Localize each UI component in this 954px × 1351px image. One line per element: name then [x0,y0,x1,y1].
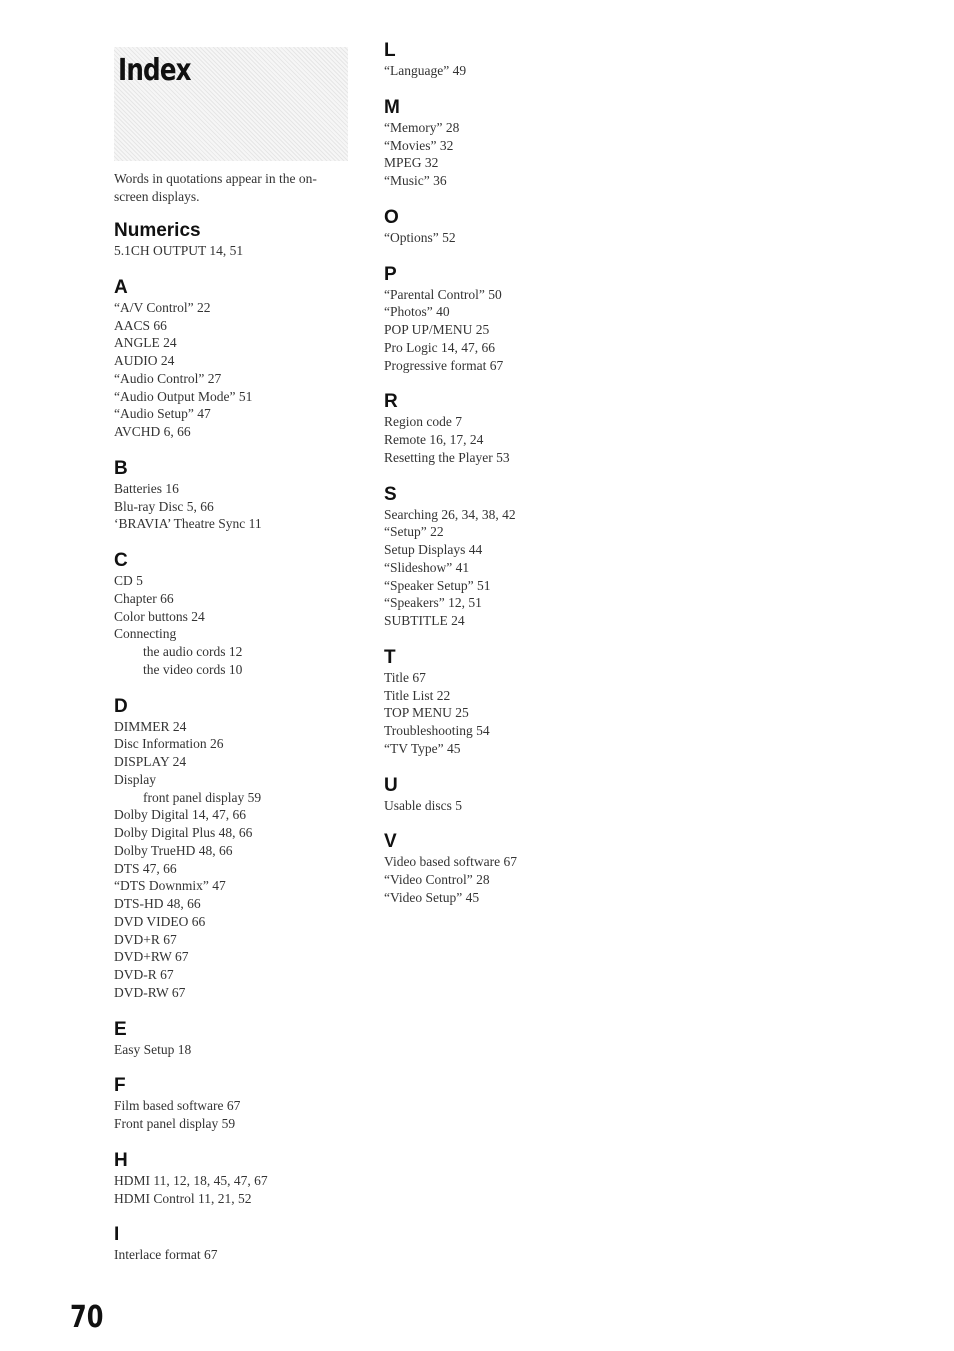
index-entry: Dolby Digital 14, 47, 66 [114,807,246,823]
index-entry: ‘BRAVIA’ Theatre Sync 11 [114,516,262,532]
index-entry: Color buttons 24 [114,608,205,624]
index-entry: “A/V Control” 22 [114,299,211,315]
index-entry: Troubleshooting 54 [384,723,490,738]
index-entry: “Video Control” 28 [384,872,490,887]
index-entry: TOP MENU 25 [384,705,469,721]
index-section-m [384,97,634,190]
entry-list [114,242,364,260]
index-entry: Resetting the Player 53 [384,449,510,465]
index-entry: “Photos” 40 [384,304,450,320]
index-entry: “DTS Downmix” 47 [114,878,226,894]
index-entry: DIMMER 24 [114,718,187,734]
index-entry: Display [114,771,156,787]
section-heading: B [114,457,128,479]
index-entry: DTS-HD 48, 66 [114,896,201,911]
section-heading: Numerics [114,220,201,241]
section-heading: S [384,483,397,505]
index-entry: Front panel display 59 [114,1116,236,1131]
index-section-t [384,647,634,758]
index-entry: AACS 66 [114,317,167,333]
section-heading: L [384,40,396,61]
index-entry: “Speakers” 12, 51 [384,595,482,611]
entry-list [114,1097,364,1133]
section-heading: I [114,1224,120,1246]
index-entry: Setup Displays 44 [384,542,483,557]
entry-list [384,286,634,375]
entry-list [384,506,634,630]
index-entry: Remote 16, 17, 24 [384,432,484,447]
index-entry: Chapter 66 [114,590,174,606]
index-subentry: the video cords 10 [143,661,243,677]
index-section-c [114,550,364,679]
index-section-f [114,1075,364,1133]
index-entry: Batteries 16 [114,480,179,496]
section-heading: M [384,96,400,118]
entry-list [114,1041,364,1059]
index-entry: “Slideshow” 41 [384,559,470,575]
section-heading: H [114,1149,128,1171]
index-entry: Video based software 67 [384,854,518,870]
section-heading: U [384,774,398,796]
index-entry: Dolby Digital Plus 48, 66 [114,825,253,840]
index-section-d [114,696,364,1002]
index-entry: DTS 47, 66 [114,860,177,876]
index-section-a [114,277,364,441]
page-number: 70 [70,1300,104,1335]
index-entry: DVD VIDEO 66 [114,913,206,929]
index-entry: DVD-RW 67 [114,984,186,1000]
index-entry: Pro Logic 14, 47, 66 [384,339,495,355]
index-entry: “Language” 49 [384,63,467,78]
section-heading: O [384,206,399,228]
index-entry: “Audio Output Mode” 51 [114,388,253,404]
entry-list [114,299,364,441]
index-entry: “Video Setup” 45 [384,889,480,905]
index-entry: Usable discs 5 [384,797,462,813]
index-section-v [384,831,634,906]
entry-list [114,718,364,1002]
index-section-p [384,264,634,375]
page-title: Index [118,53,191,88]
section-heading: R [384,391,398,413]
index-entry: Title 67 [384,669,426,685]
section-heading: T [384,646,396,668]
index-section-h [114,1150,364,1208]
index-entry: Region code 7 [384,414,462,430]
index-entry: HDMI Control 11, 21, 52 [114,1190,252,1206]
index-entry: DISPLAY 24 [114,754,187,769]
section-heading: F [114,1075,126,1097]
index-entry: POP UP/MENU 25 [384,322,490,337]
index-entry: HDMI 11, 12, 18, 45, 47, 67 [114,1172,268,1188]
index-entry: “Setup” 22 [384,524,444,540]
index-entry: AVCHD 6, 66 [114,424,191,439]
index-column-left [114,220,364,1264]
index-entry: MPEG 32 [384,155,439,171]
index-entry: Disc Information 26 [114,736,224,752]
index-entry: “Audio Setup” 47 [114,406,211,422]
index-entry: 5.1CH OUTPUT 14, 51 [114,243,244,258]
section-heading: V [384,831,397,853]
section-heading: P [384,263,397,285]
index-entry: Interlace format 67 [114,1247,218,1263]
intro-note: Words in quotations appear in the on-screen displays. [114,171,317,204]
index-entry: Dolby TrueHD 48, 66 [114,842,233,858]
entry-list [114,480,364,533]
index-entry: “Speaker Setup” 51 [384,577,491,593]
index-subentry: front panel display 59 [143,789,262,805]
index-entry: Connecting [114,626,177,642]
section-heading: A [114,276,128,298]
entry-list [114,572,364,679]
index-entry: AUDIO 24 [114,353,175,368]
index-section-e [114,1019,364,1059]
index-section-s [384,484,634,630]
index-subentry: the audio cords 12 [143,644,243,659]
index-entry: CD 5 [114,573,143,588]
index-entry: Easy Setup 18 [114,1041,192,1057]
index-entry: SUBTITLE 24 [384,613,465,628]
index-entry: Progressive format 67 [384,357,504,373]
index-entry: Title List 22 [384,687,451,703]
entry-list [384,62,634,80]
index-entry: Blu-ray Disc 5, 66 [114,498,214,514]
entry-list [384,413,634,466]
index-entry: “Movies” 32 [384,137,454,153]
section-heading: D [114,695,128,717]
index-section-b [114,458,364,533]
index-entry: Film based software 67 [114,1098,241,1114]
entry-list [384,853,634,906]
index-entry: “Audio Control” 27 [114,370,222,386]
entry-list [384,797,634,815]
index-entry: “Parental Control” 50 [384,286,502,302]
index-section-numerics [114,220,364,260]
index-entry: DVD+R 67 [114,931,177,947]
index-entry: Searching 26, 34, 38, 42 [384,506,516,522]
index-section-u [384,775,634,815]
index-section-r [384,391,634,466]
entry-list [114,1246,364,1264]
entry-list [384,119,634,190]
index-banner [114,47,348,161]
index-section-i [114,1224,364,1264]
index-column-right [384,40,634,907]
index-entry: DVD+RW 67 [114,949,189,965]
section-heading: C [114,550,128,571]
index-entry: “Options” 52 [384,229,456,245]
index-entry: DVD-R 67 [114,967,174,982]
index-section-o [384,207,634,247]
index-entry: “Music” 36 [384,173,447,188]
entry-list [114,1172,364,1208]
index-entry: ANGLE 24 [114,335,177,351]
entry-list [384,229,634,247]
index-section-l [384,40,634,80]
index-entry: “TV Type” 45 [384,740,461,756]
section-heading: E [114,1018,127,1040]
entry-list [384,669,634,758]
index-entry: “Memory” 28 [384,119,460,135]
